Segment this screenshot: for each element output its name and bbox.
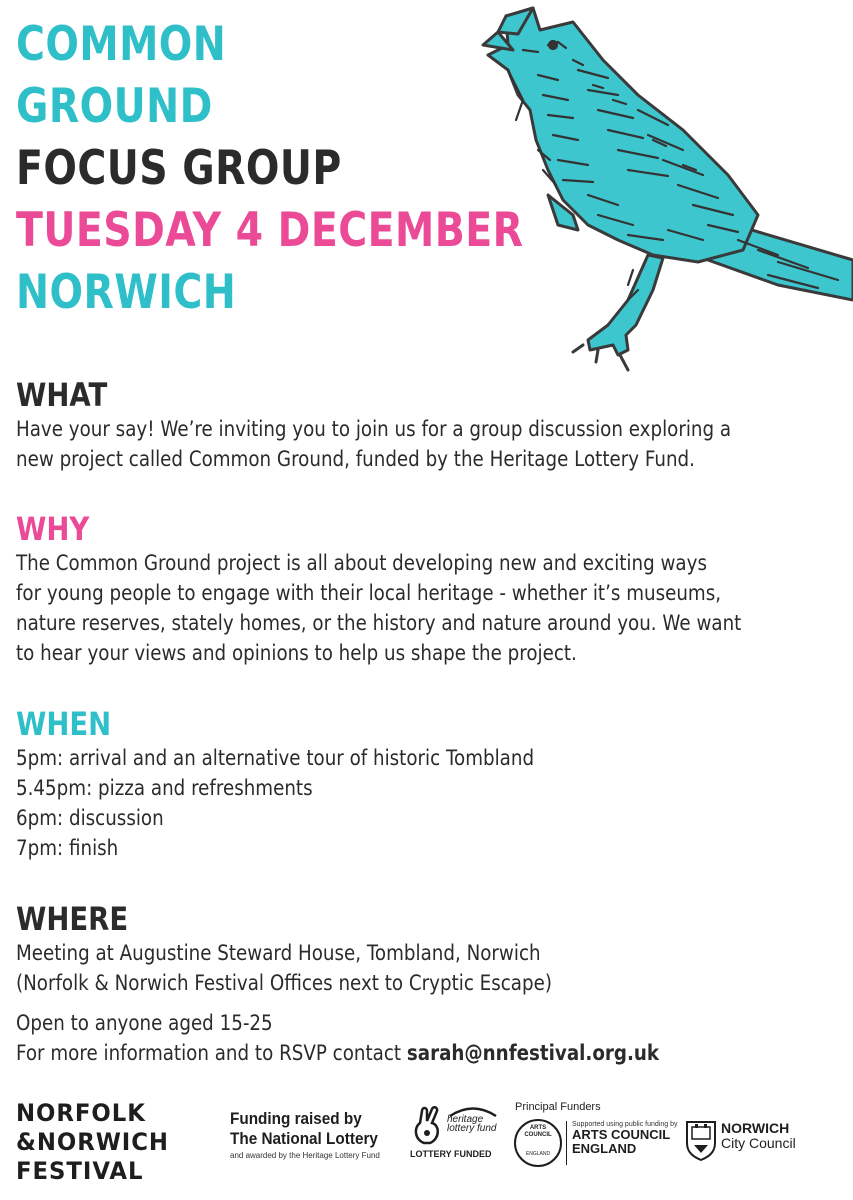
where-section (16, 900, 755, 1068)
ncc-line-1: NORWICH (721, 1120, 790, 1136)
principal-funders-label: Principal Funders (515, 1101, 601, 1113)
lottery-line-2: The National Lottery (230, 1129, 378, 1148)
why-text-line: The Common Ground project is all about developing new and exciting ways (16, 551, 707, 575)
hlf-text: heritage lottery fund (447, 1114, 497, 1134)
arts-council-line-1: ARTS COUNCIL (572, 1127, 671, 1142)
arts-council-line-2: ENGLAND (572, 1141, 637, 1156)
what-heading: WHAT (16, 376, 108, 414)
when-heading: WHEN (16, 705, 112, 743)
where-heading: WHERE (16, 900, 129, 938)
contact-line (16, 1038, 659, 1068)
contact-email-link[interactable]: sarah@nnfestival.org.uk (406, 1041, 660, 1065)
funders-footer (0, 1095, 853, 1195)
title-line-2: GROUND (16, 79, 213, 134)
norwich-city-council-logo (721, 1121, 796, 1151)
what-section (16, 376, 838, 474)
heritage-lottery-fund-logo (410, 1105, 510, 1175)
eligibility-text: Open to anyone aged 15-25 (16, 1011, 273, 1035)
lottery-funded-label: LOTTERY FUNDED (410, 1149, 492, 1159)
title-line-1: COMMON (16, 17, 227, 72)
national-lottery-credit (230, 1109, 394, 1163)
why-text-line: for young people to engage with their local heritage - whether it’s museums, (16, 581, 722, 605)
norfolk-norwich-festival-logo (16, 1099, 177, 1186)
title-focus-group: FOCUS GROUP (16, 141, 342, 196)
nnf-logo-line: NORFOLK (16, 1099, 146, 1127)
why-heading: WHY (16, 510, 90, 548)
crossed-fingers-icon (410, 1105, 446, 1145)
nnf-logo-line: FESTIVAL (16, 1157, 144, 1185)
why-section (16, 510, 850, 668)
schedule-item: 5pm: arrival and an alternative tour of historic Tombland (16, 746, 535, 770)
schedule-item: 7pm: finish (16, 836, 119, 860)
arts-council-wordmark (572, 1121, 677, 1156)
title-location: NORWICH (16, 265, 237, 320)
lottery-line-1: Funding raised by (230, 1109, 362, 1128)
arts-council-circle-top: ARTS COUNCIL (524, 1125, 552, 1138)
where-text-line: Meeting at Augustine Steward House, Tombland, Norwich (16, 941, 541, 965)
nnf-logo-line: &NORWICH (16, 1128, 169, 1156)
title-block (16, 14, 620, 324)
arts-council-circle-bottom: ENGLAND (525, 1151, 551, 1157)
schedule-item: 6pm: discussion (16, 806, 164, 830)
contact-prefix: For more information and to RSVP contact (16, 1041, 407, 1065)
why-text-line: to hear your views and opinions to help us shape the project. (16, 641, 577, 665)
what-text-line: Have your say! We’re inviting you to join us for a group discussion exploring a (16, 417, 732, 441)
arts-council-divider (566, 1121, 567, 1165)
arts-council-supported: Supported using public funding by (572, 1121, 678, 1128)
schedule-item: 5.45pm: pizza and refreshments (16, 776, 313, 800)
norwich-crest-icon (684, 1119, 718, 1161)
what-text-line: new project called Common Ground, funded by the Heritage Lottery Fund. (16, 447, 695, 471)
where-text-line: (Norfolk & Norwich Festival Offices next to Cryptic Escape) (16, 971, 552, 995)
title-date: TUESDAY 4 DECEMBER (16, 203, 524, 258)
why-text-line: nature reserves, stately homes, or the history and nature around you. We want (16, 611, 742, 635)
lottery-line-3: and awarded by the Heritage Lottery Fund (230, 1151, 380, 1160)
when-section (16, 705, 611, 863)
ncc-line-2: City Council (721, 1135, 796, 1151)
arts-council-circle-logo (512, 1117, 564, 1169)
